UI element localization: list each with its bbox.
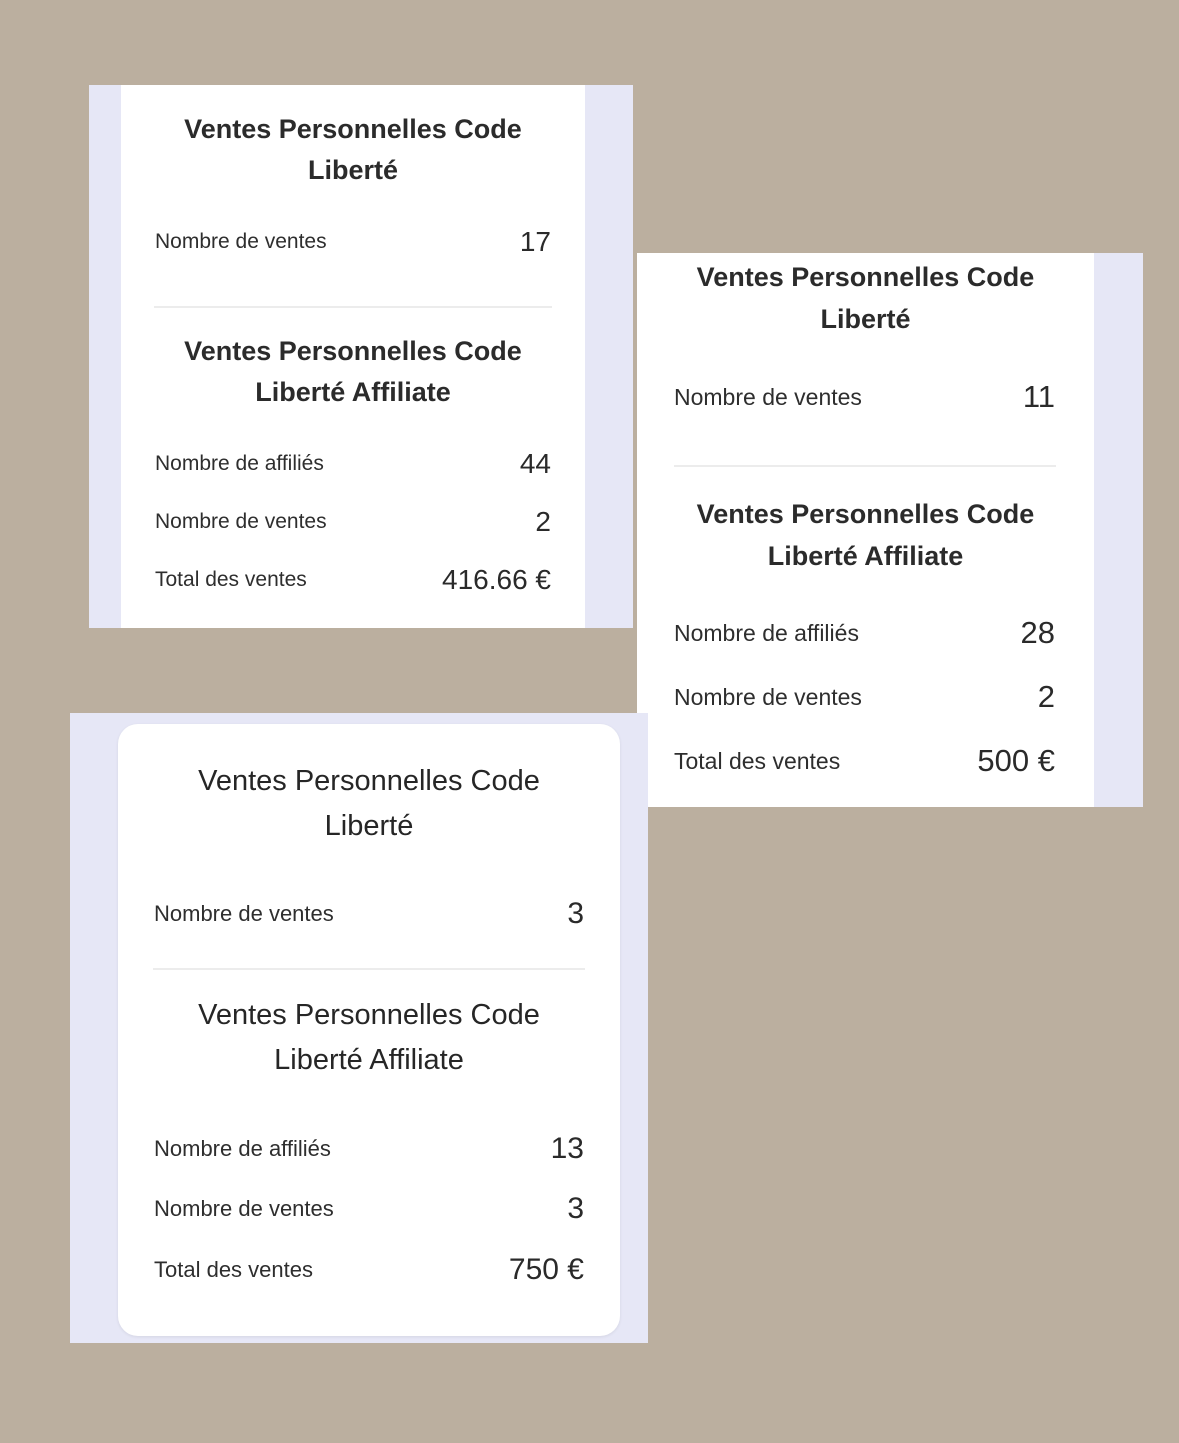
personal-sales-title: Ventes Personnelles Code Liberté [198, 765, 540, 842]
screenshot-3 [70, 713, 648, 1343]
sales-card [637, 253, 1094, 807]
affiliates-count-value: 28 [1020, 615, 1055, 650]
sales-total-label: Total des ventes [154, 1257, 313, 1282]
sales-total-value: 750 € [508, 1253, 584, 1286]
section-divider [154, 306, 552, 308]
sales-count-value: 2 [535, 506, 551, 537]
affiliates-count-label: Nombre de affiliés [674, 619, 859, 646]
sales-total-label: Total des ventes [155, 568, 307, 591]
affiliates-row [154, 1127, 584, 1171]
affiliate-sales-title: Ventes Personnelles Code Liberté Affiliate [696, 499, 1035, 571]
sales-count-value: 17 [519, 226, 551, 257]
sales-count-label: Nombre de ventes [154, 901, 334, 926]
sales-count-value: 3 [567, 897, 584, 930]
sales-count-label: Nombre de ventes [155, 510, 327, 533]
sales-count-label: Nombre de ventes [674, 683, 862, 710]
sales-total-row [674, 741, 1055, 781]
affiliate-sales-row [674, 677, 1055, 717]
affiliate-sales-title: Ventes Personnelles Code Liberté Affiliate [184, 336, 522, 407]
affiliates-count-value: 44 [519, 448, 551, 479]
personal-sales-title: Ventes Personnelles Code Liberté [696, 262, 1035, 334]
sales-count-value: 2 [1037, 679, 1055, 714]
personal-sales-row [674, 377, 1055, 417]
personal-sales-title: Ventes Personnelles Code Liberté [184, 114, 522, 185]
sales-count-label: Nombre de ventes [155, 230, 327, 253]
affiliate-sales-row [155, 502, 551, 542]
sales-card [121, 85, 585, 628]
sales-total-value: 416.66 € [442, 564, 551, 595]
sales-count-label: Nombre de ventes [154, 1196, 334, 1221]
affiliate-sales-title: Ventes Personnelles Code Liberté Affiliate [198, 999, 540, 1076]
section-divider [153, 968, 585, 970]
affiliates-row [155, 444, 551, 484]
sales-total-row [155, 560, 551, 600]
affiliates-row [674, 613, 1055, 653]
screenshot-2 [637, 253, 1143, 807]
affiliates-count-label: Nombre de affiliés [154, 1136, 331, 1161]
screenshot-1 [89, 85, 633, 628]
sales-count-value: 3 [567, 1192, 584, 1225]
sales-total-row [154, 1248, 584, 1292]
affiliate-sales-row [154, 1187, 584, 1231]
personal-sales-row [154, 892, 584, 936]
personal-sales-row [155, 222, 551, 262]
sales-count-label: Nombre de ventes [674, 383, 862, 410]
affiliates-count-value: 13 [550, 1132, 584, 1165]
sales-total-value: 500 € [977, 743, 1055, 778]
section-divider [674, 465, 1056, 467]
sales-card [118, 724, 620, 1336]
sales-count-value: 11 [1022, 379, 1055, 414]
sales-total-label: Total des ventes [674, 747, 841, 774]
affiliates-count-label: Nombre de affiliés [155, 452, 324, 475]
